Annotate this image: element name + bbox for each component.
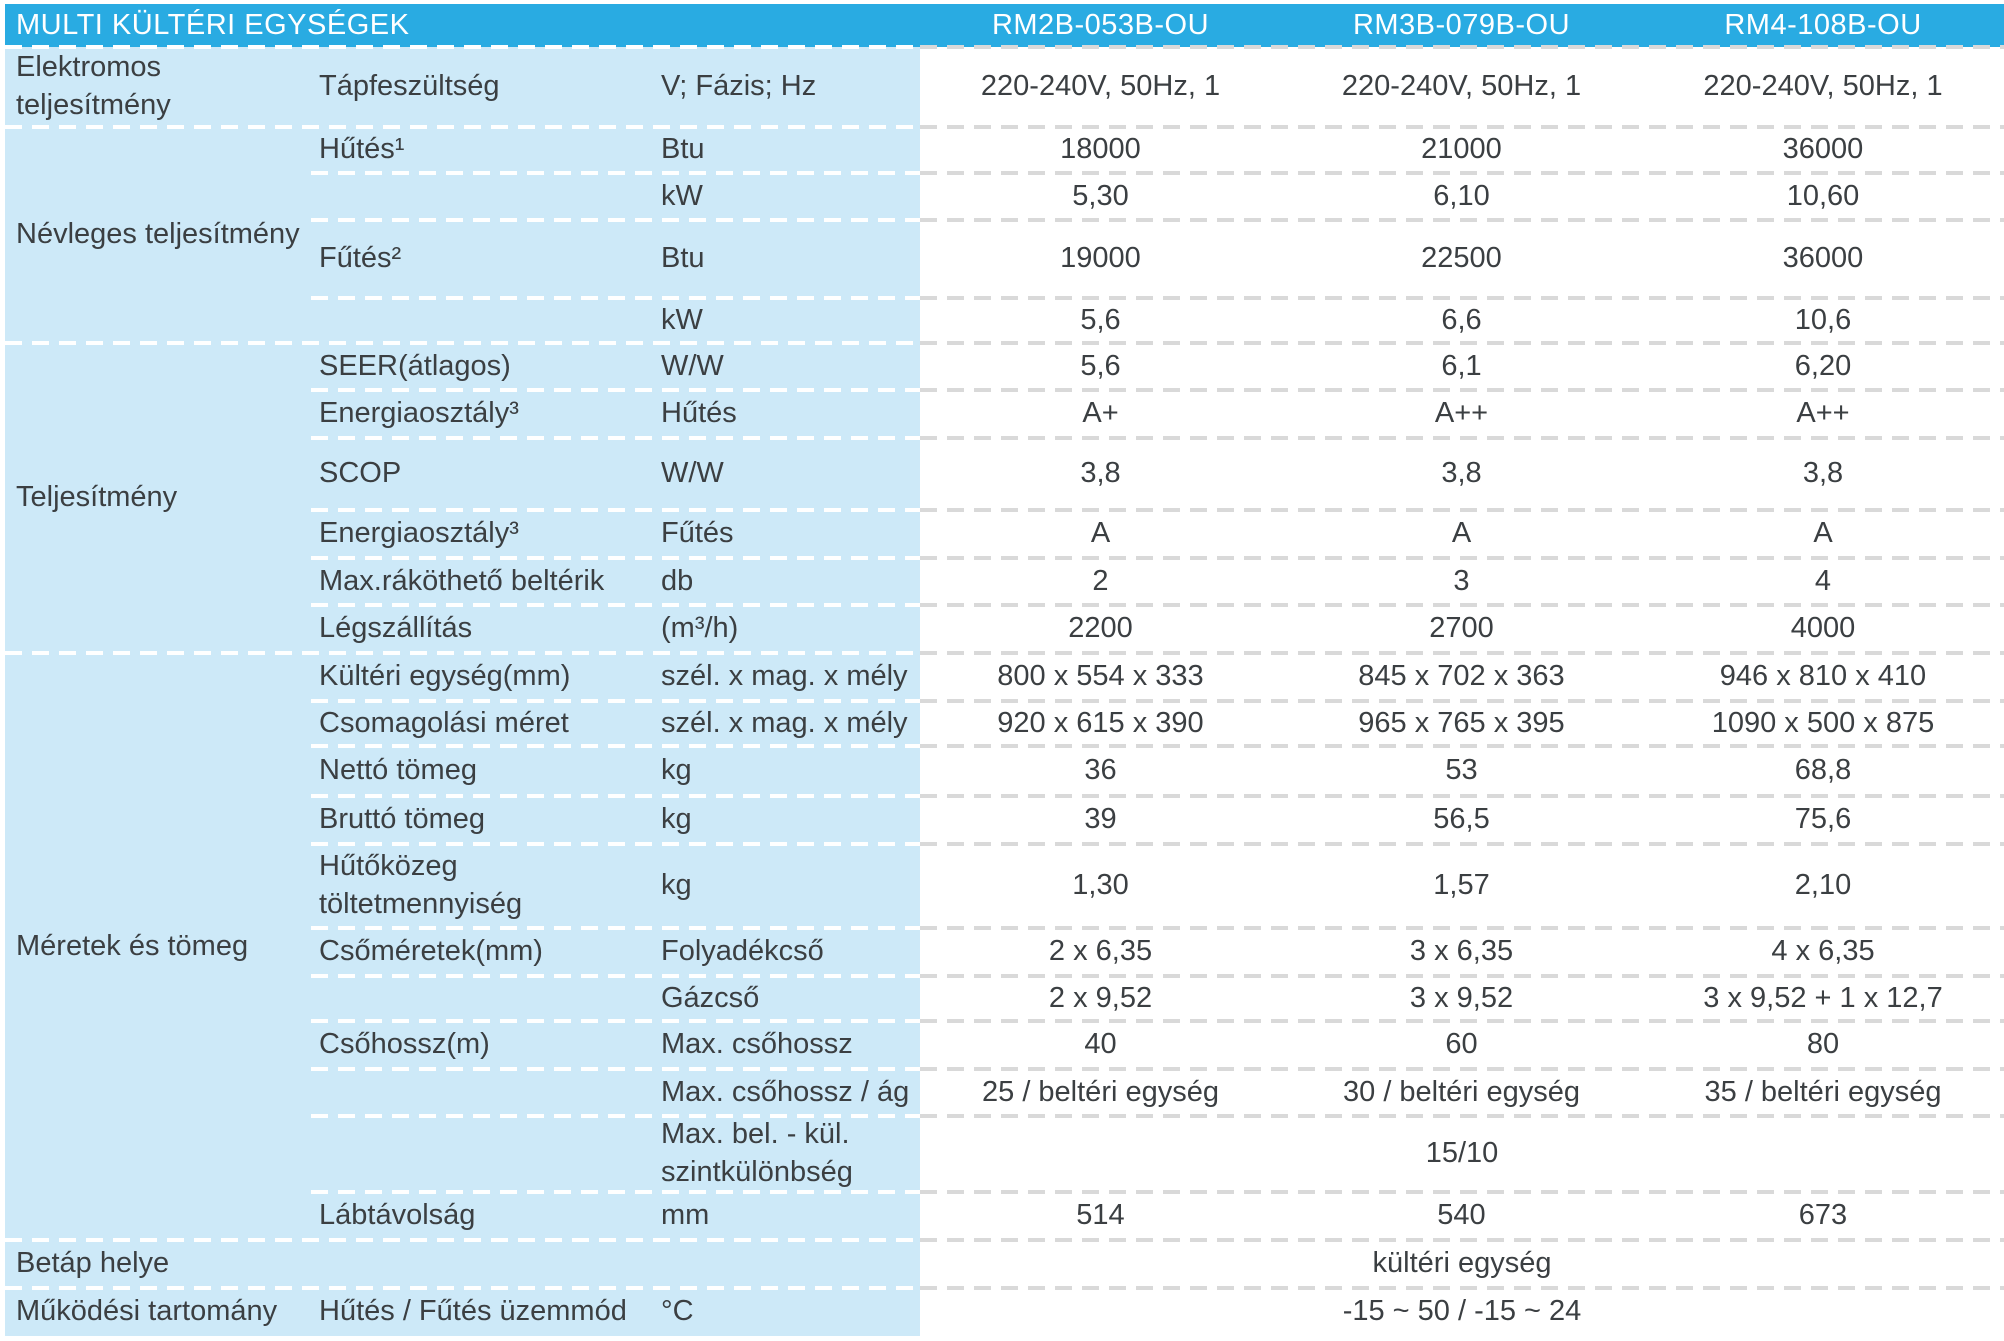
value-cell: 53: [1445, 754, 1478, 787]
value-cell: A: [1090, 517, 1111, 550]
table-header: [5, 4, 2004, 47]
value-cell: A: [1451, 517, 1472, 550]
unit-cell: W/W: [661, 457, 724, 490]
value-cell: 3 x 6,35: [1409, 935, 1514, 968]
unit-cell: szél. x mag. x mély: [661, 706, 908, 739]
value-cell: 4 x 6,35: [1771, 935, 1875, 968]
unit-cell: Max. csőhossz: [661, 1028, 853, 1061]
unit-cell: kg: [661, 803, 692, 836]
unit-cell: db: [661, 564, 694, 597]
value-cell: A: [1813, 517, 1833, 550]
value-cell: 25 / beltéri egység: [982, 1075, 1219, 1108]
value-cell: A++: [1796, 397, 1850, 430]
value-cell: 60: [1445, 1028, 1478, 1061]
unit-cell: Max. csőhossz / ág: [661, 1075, 910, 1108]
param-cell: Tápfeszültség: [319, 70, 500, 103]
value-cell: 2 x 6,35: [1048, 935, 1153, 968]
value-cell: 4: [1814, 564, 1832, 597]
param-cell: Hűtés / Fűtés üzemmód: [319, 1295, 627, 1328]
unit-cell: °C: [661, 1295, 694, 1328]
value-cell: 673: [1798, 1199, 1848, 1232]
value-cell: 39: [1084, 803, 1117, 836]
param-cell: Nettó tömeg: [319, 754, 477, 787]
value-cell: 1,57: [1433, 869, 1490, 902]
value-cell: 36000: [1782, 242, 1864, 275]
value-cell: 220-240V, 50Hz, 1: [980, 70, 1221, 103]
column-header-model-3: RM4-108B-OU: [1724, 9, 1922, 41]
value-cell: 965 x 765 x 395: [1358, 706, 1565, 739]
spec-grid: [5, 47, 2004, 1336]
param-cell: [311, 976, 661, 1021]
group-label-cell: Betáp helye: [16, 1247, 170, 1280]
group-label-cell: Teljesítmény: [16, 481, 178, 514]
value-cell: 2200: [1068, 612, 1133, 645]
param-cell: Csőhossz(m): [319, 1028, 490, 1061]
value-cell: 10,6: [1794, 303, 1852, 336]
unit-cell: Btu: [661, 242, 705, 275]
value-cell: 220-240V, 50Hz, 1: [1703, 70, 1943, 103]
unit-cell: [661, 1240, 920, 1288]
span-value-cell: -15 ~ 50 / -15 ~ 24: [1342, 1295, 1582, 1328]
param-cell: [311, 173, 661, 220]
value-cell: 3,8: [1802, 457, 1844, 490]
value-cell: 40: [1084, 1028, 1117, 1061]
value-cell: 10,60: [1786, 179, 1860, 212]
value-cell: 3 x 9,52 + 1 x 12,7: [1703, 981, 1943, 1014]
value-cell: 35 / beltéri egység: [1704, 1075, 1942, 1108]
param-cell: [311, 298, 661, 343]
unit-cell: szél. x mag. x mély: [661, 660, 908, 693]
value-cell: 5,30: [1072, 179, 1129, 212]
unit-cell: Btu: [661, 133, 705, 166]
value-cell: 6,20: [1794, 349, 1852, 382]
param-cell: Energiaosztály³: [319, 397, 519, 430]
param-cell: Lábtávolság: [319, 1199, 476, 1232]
value-cell: 6,6: [1441, 303, 1482, 336]
group-label-cell: Névleges teljesítmény: [16, 218, 300, 251]
value-cell: 68,8: [1794, 754, 1852, 787]
group-label-cell: Elektromos teljesítmény: [16, 51, 171, 121]
value-cell: 30 / beltéri egység: [1343, 1075, 1580, 1108]
value-cell: 22500: [1421, 242, 1502, 275]
unit-cell: Folyadékcső: [661, 935, 824, 968]
value-cell: 2700: [1429, 612, 1494, 645]
unit-cell: Hűtés: [661, 397, 737, 430]
param-cell: SEER(átlagos): [319, 349, 511, 382]
value-cell: 2,10: [1794, 869, 1852, 902]
value-cell: 19000: [1060, 242, 1141, 275]
value-cell: 540: [1437, 1199, 1486, 1232]
unit-cell: mm: [661, 1199, 710, 1232]
value-cell: 2: [1092, 564, 1109, 597]
span-value-cell: 15/10: [1425, 1137, 1499, 1170]
value-cell: 1090 x 500 x 875: [1711, 706, 1935, 739]
value-cell: A++: [1434, 397, 1489, 430]
value-cell: 2 x 9,52: [1048, 981, 1153, 1014]
value-cell: 80: [1806, 1028, 1840, 1061]
param-cell: Max.ráköthető beltérik: [319, 564, 605, 597]
value-cell: 4000: [1790, 612, 1856, 645]
param-cell: Csőméretek(mm): [319, 935, 543, 968]
column-header-model-2: RM3B-079B-OU: [1352, 9, 1571, 41]
value-cell: 220-240V, 50Hz, 1: [1341, 70, 1582, 103]
param-cell: SCOP: [319, 457, 402, 490]
value-cell: 5,6: [1080, 303, 1121, 336]
value-cell: 21000: [1421, 133, 1502, 166]
unit-cell: kg: [661, 754, 692, 787]
value-cell: 5,6: [1080, 349, 1121, 382]
value-cell: 514: [1076, 1199, 1125, 1232]
value-cell: 56,5: [1433, 803, 1490, 836]
unit-cell: kW: [661, 179, 703, 212]
value-cell: 1,30: [1072, 869, 1129, 902]
value-cell: A+: [1082, 397, 1119, 430]
unit-cell: W/W: [661, 349, 724, 382]
value-cell: 36: [1084, 754, 1117, 787]
unit-cell: Max. bel. - kül. szintkülönbség: [661, 1118, 853, 1188]
group-label-cell: Méretek és tömeg: [16, 929, 249, 962]
group-label-cell: Működési tartomány: [16, 1295, 278, 1328]
unit-cell: kg: [661, 869, 692, 902]
unit-cell: Fűtés: [661, 517, 734, 550]
param-cell: Bruttó tömeg: [319, 803, 486, 836]
table-title: MULTI KÜLTÉRI EGYSÉGEK: [16, 9, 410, 41]
param-cell: Légszállítás: [319, 612, 473, 645]
span-value-cell: kültéri egység: [1372, 1247, 1552, 1280]
param-cell: Hűtőközeg töltetmennyiség: [319, 850, 523, 920]
value-cell: 946 x 810 x 410: [1719, 660, 1927, 693]
column-header-model-1: RM2B-053B-OU: [991, 9, 1210, 41]
param-cell: [311, 1069, 661, 1116]
value-cell: 800 x 554 x 333: [997, 660, 1204, 693]
value-cell: 3: [1453, 564, 1470, 597]
param-cell: Csomagolási méret: [319, 706, 569, 739]
param-cell: [311, 1240, 661, 1288]
value-cell: 3,8: [1441, 457, 1482, 490]
unit-cell: V; Fázis; Hz: [661, 70, 817, 103]
value-cell: 845 x 702 x 363: [1358, 660, 1565, 693]
value-cell: 75,6: [1794, 803, 1852, 836]
param-cell: [311, 1116, 661, 1192]
unit-cell: Gázcső: [661, 981, 760, 1014]
param-cell: Kültéri egység(mm): [319, 660, 571, 693]
value-cell: 3 x 9,52: [1409, 981, 1514, 1014]
value-cell: 18000: [1060, 133, 1141, 166]
value-cell: 6,10: [1433, 179, 1490, 212]
unit-cell: kW: [661, 303, 703, 336]
param-cell: Hűtés¹: [319, 133, 405, 166]
value-cell: 36000: [1782, 133, 1864, 166]
param-cell: Energiaosztály³: [319, 517, 519, 550]
value-cell: 920 x 615 x 390: [997, 706, 1204, 739]
unit-cell: (m³/h): [661, 612, 739, 645]
value-cell: 3,8: [1080, 457, 1121, 490]
param-cell: Fűtés²: [319, 242, 402, 275]
value-cell: 6,1: [1441, 349, 1482, 382]
